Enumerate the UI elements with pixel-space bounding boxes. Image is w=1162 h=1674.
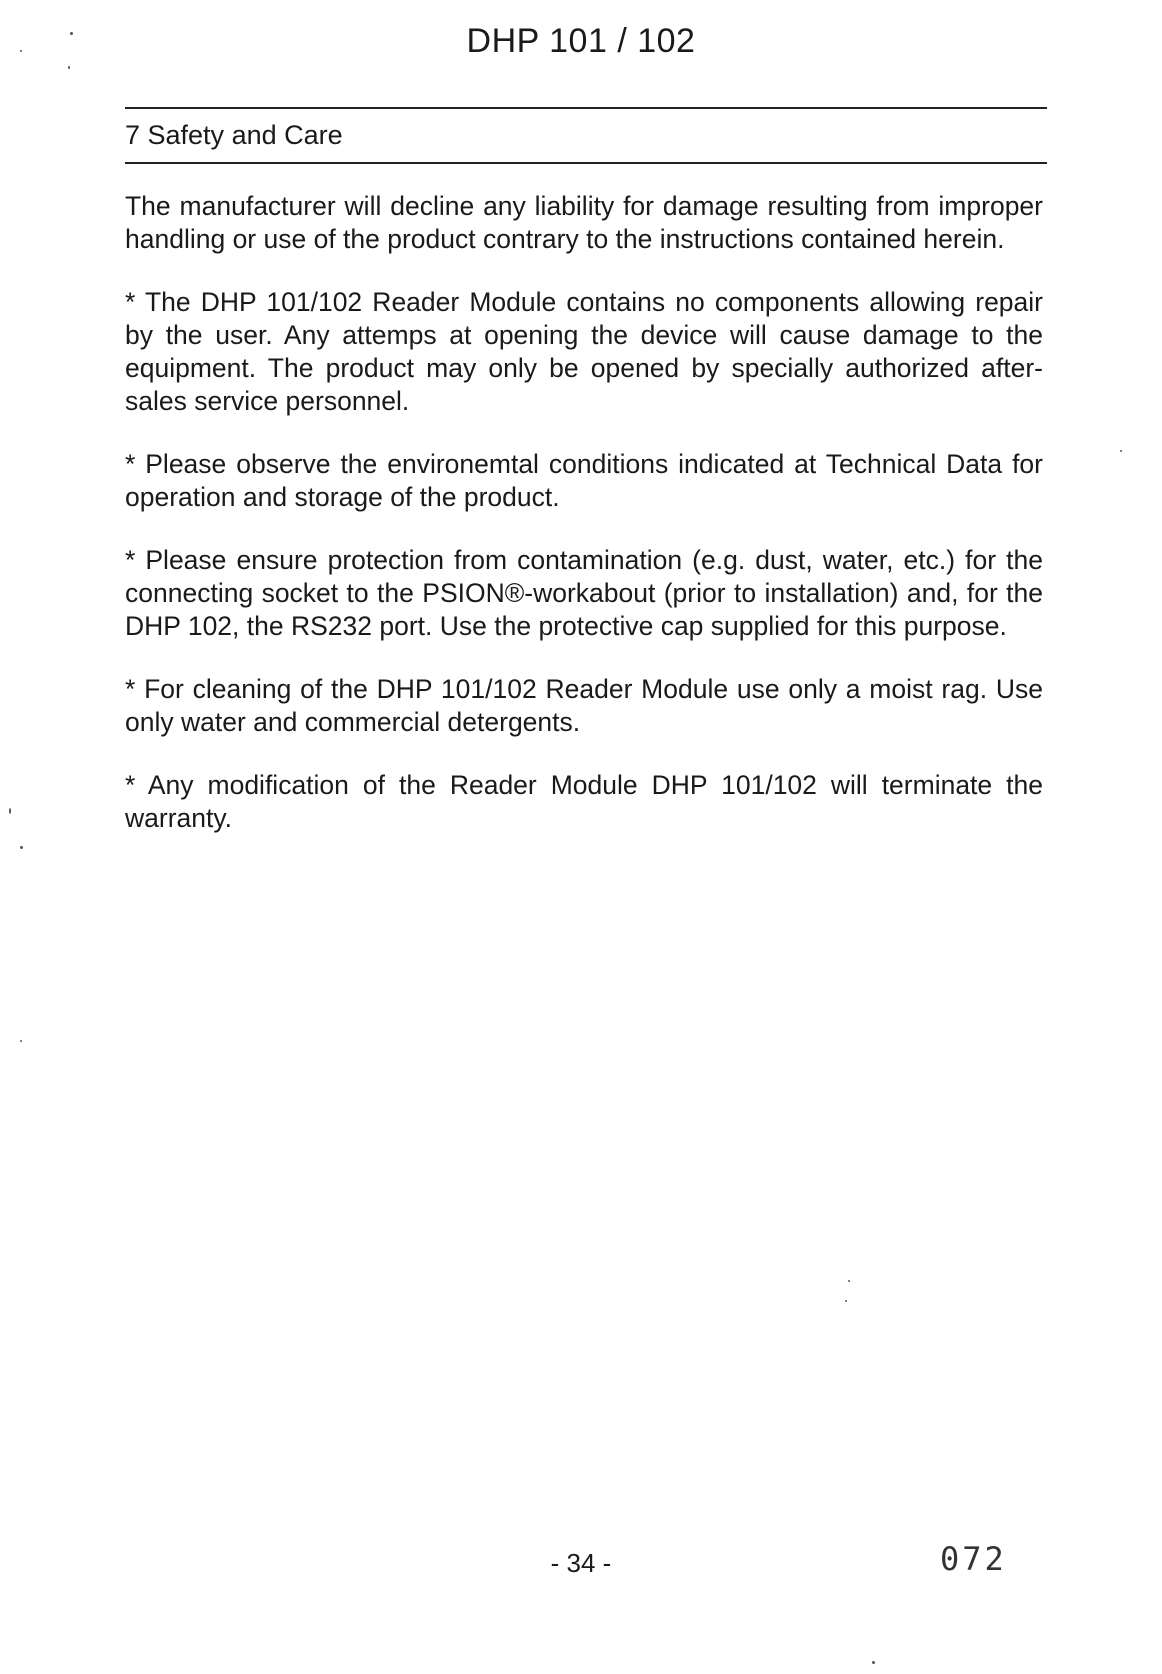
scan-speck xyxy=(68,66,70,69)
body-text xyxy=(125,190,1043,865)
scan-speck xyxy=(1120,450,1122,452)
header-rule-bottom xyxy=(125,162,1047,164)
section-title: 7 Safety and Care xyxy=(125,120,343,150)
scan-speck xyxy=(845,1300,847,1302)
scan-speck xyxy=(848,1280,850,1282)
scan-speck xyxy=(20,846,23,849)
paragraph-warranty: * Any modification of the Reader Module DHP 101/102 will terminate the warranty. xyxy=(125,770,1043,833)
header-rule-top xyxy=(125,107,1047,109)
scan-speck xyxy=(9,808,11,814)
scan-speck xyxy=(20,1040,22,1042)
scan-speck xyxy=(20,50,22,52)
paragraph-cleaning: * For cleaning of the DHP 101/102 Reader Module use only a moist rag. Use only water and commercial detergents. xyxy=(125,674,1043,737)
paragraph-contamination: * Please ensure protection from contamination (e.g. dust, water, etc.) for the connecting socket to the PSION®-workabout (prior to installation) and, for the DHP 102, the RS232 port. Use the protective cap supplied for this purpose. xyxy=(125,545,1043,641)
stamp-number: 072 xyxy=(940,1540,1007,1578)
paragraph-environment: * Please observe the environemtal conditions indicated at Technical Data for operation and storage of the product. xyxy=(125,449,1043,512)
paragraph-liability: The manufacturer will decline any liability for damage resulting from improper handling or use of the product contrary to the instructions contained herein. xyxy=(125,191,1043,254)
page-number: - 34 - xyxy=(550,1548,612,1578)
scan-speck xyxy=(872,1661,875,1664)
paragraph-repair: * The DHP 101/102 Reader Module contains no components allowing repair by the user. Any attemps at opening the device will cause damage to the equipment. The product may only be opened by specially authorized after-sales service personnel. xyxy=(125,287,1043,416)
document-header: DHP 101 / 102 xyxy=(466,22,696,60)
scan-speck xyxy=(70,32,73,35)
